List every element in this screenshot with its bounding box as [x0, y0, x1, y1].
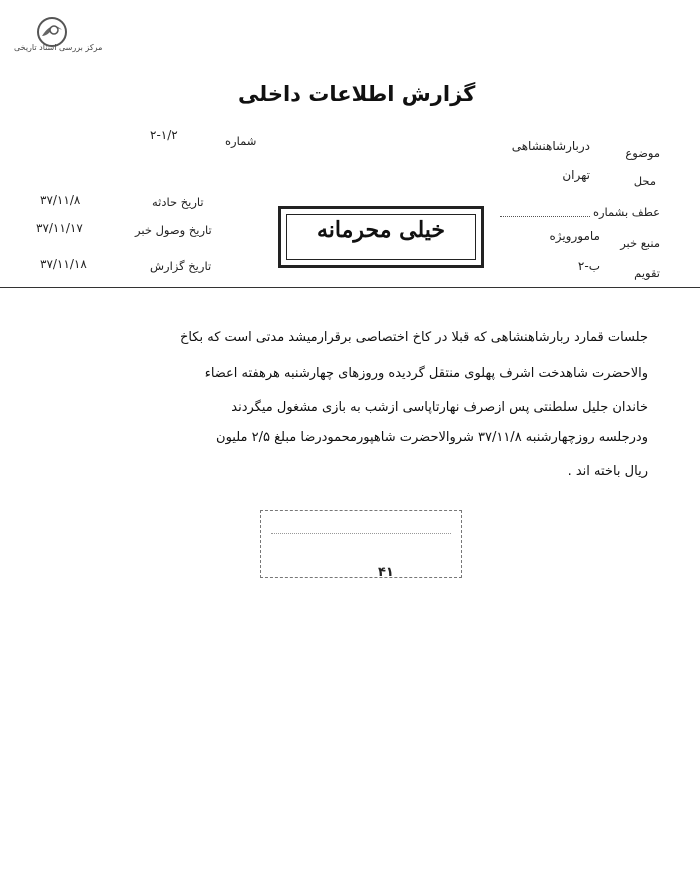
subject-value: دربارشاهنشاهی	[511, 139, 590, 153]
body-line-2: والاحضرت شاهدخت اشرف پهلوی منتقل گردیده وروزهای چهارشنبه هرهفته اعضاء	[204, 366, 648, 381]
number-value: ۲-۱/۲	[150, 128, 178, 142]
body-line-4: ودرجلسه روزچهارشنبه ۳۷/۱۱/۸ شروالاحضرت شاهپورمحمودرضا مبلغ ۲/۵ ملیون	[216, 430, 648, 445]
incident-date-value: ۳۷/۱۱/۸	[40, 193, 81, 207]
place-label: محل	[633, 174, 656, 188]
source-value: مامورویژه	[549, 229, 600, 243]
rating-label: تقویم	[634, 266, 660, 280]
incident-date-label: تاریخ حادثه	[152, 195, 204, 209]
report-date-value: ۳۷/۱۱/۱۸	[40, 257, 87, 271]
page-number: ۴۱	[378, 565, 394, 580]
logo-caption: مرکز بررسی اسناد تاریخی	[14, 43, 103, 52]
number-label: شماره	[225, 134, 257, 148]
rating-value: ب-۲	[577, 259, 600, 273]
body-line-1: جلسات قمارد ربارشاهنشاهی که قبلا در کاخ اختصاصی برقرارمیشد مدتی است که بکاخ	[179, 330, 648, 345]
classification-stamp	[278, 206, 484, 268]
header-divider	[0, 287, 700, 288]
receipt-date-value: ۳۷/۱۱/۱۷	[36, 221, 83, 235]
source-label: منبع خبر	[620, 236, 660, 250]
classification-stamp-text: خیلی محرمانه	[316, 217, 446, 243]
file-number-label: عطف بشماره	[592, 205, 660, 219]
body-line-3: خاندان جلیل سلطنتی پس ازصرف نهارتاپاسی ازشب به بازی مشغول میگردند	[231, 400, 648, 415]
place-value: تهران	[562, 168, 590, 182]
report-date-label: تاریخ گزارش	[150, 259, 212, 273]
subject-label: موضوع	[625, 146, 660, 160]
receipt-date-label: تاریخ وصول خبر	[135, 223, 212, 237]
page-title: گزارش اطلاعات داخلی	[238, 82, 476, 106]
body-line-5: ریال باخته اند .	[567, 464, 648, 479]
faded-receipt-stamp	[260, 510, 462, 578]
file-number-line	[500, 216, 590, 217]
